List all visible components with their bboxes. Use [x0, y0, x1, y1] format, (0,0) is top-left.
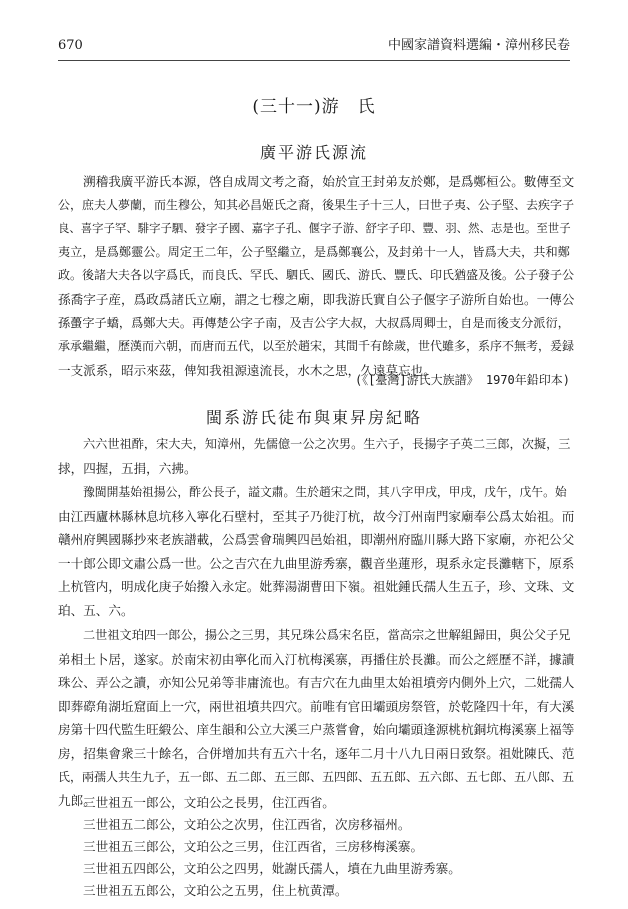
text-line: 夷立，是爲鄭靈公。周定王二年，公子堅繼立，是爲鄭襄公，及封弟十一人，皆爲大夫，共和鄭	[58, 244, 570, 259]
section-title: (三十一)游 氏	[252, 97, 376, 117]
part2-subtitle: 閩系游氏徒布與東昇房紀略	[205, 408, 422, 427]
text-line: 捄，四握，五捐，六拂。	[58, 460, 197, 476]
text-line: 九郎。	[58, 793, 96, 809]
text-line: 承承繼繼，歷漢而六朝，而唐而五代，以至於趙宋，其間千有餘歲，世代雖多，系序不無考，爰録	[58, 339, 574, 354]
text-line: 豫閩開基始祖揚公，酢公長子，謚文肅。生於趙宋之問，其八字甲戌，甲戌，戊午，戊午。始	[83, 485, 567, 499]
header-rule	[58, 60, 570, 61]
text-line: 弟相土卜居，遂家。於南宋初由寧化而入汀杭梅溪寨，再播住於長灘。而公之經歷不詳，據讀	[58, 651, 574, 667]
source-citation: (《[臺灣]游氏大族譜》 1970年鉛印本)	[354, 373, 570, 387]
text-line: 房，招集會衆三十餘名，合併增加共有五六十名，逐年二月十八九日兩日致祭。祖妣陳氏、范	[58, 745, 574, 761]
part1-subtitle: 廣平游氏源流	[259, 143, 368, 162]
text-line: 六六世祖酢，宋大夫，知漳州，先儒億一公之次男。生六子，長揚字子英二三郎，次擬，三	[83, 437, 571, 451]
text-line: 政。後諸大夫各以字爲氏，而良氏、罕氏、駟氏、國氏、游氏、豐氏、印氏猶盛及後。公子發子公	[58, 268, 574, 283]
page-number: 670	[58, 38, 83, 53]
part2-paragraph-3	[58, 624, 574, 813]
part2-paragraph-2	[58, 481, 574, 623]
part2-paragraph-1	[58, 433, 574, 480]
text-line: 珀、五、六。	[58, 602, 134, 618]
generation-entry: 三世祖五一郎公，文珀公之長男，住江西省。	[83, 795, 335, 810]
generation-entry: 三世祖五二郎公，文珀公之次男，住江西省，次房移福州。	[83, 817, 411, 832]
text-line: 上杭管内，明成化庚子始撥入永定。妣葬湯湖曹田下嶺。祖妣鍾氏孺人生五子，珍、文珠、文	[58, 579, 574, 595]
text-line: 贛州府興國縣抄來老族譜載，公爲雲會瑞興四邑始祖，即潮州府臨川縣大路下家廟，亦祀公父	[58, 532, 574, 548]
generation-entry: 三世祖五四郎公，文珀公之四男，妣謝氏孺人，墳在九曲里游秀寨。	[83, 861, 461, 876]
text-line: 公，庶夫人夢蘭，而生穆公，知其必昌姬氏之裔，後果生子十三人，曰世子夷、公子堅、去疾字子	[58, 197, 574, 212]
running-header	[58, 36, 570, 56]
generation-entry: 三世祖五三郎公，文珀公之三男，住江西省，三房移梅溪寨。	[83, 839, 424, 854]
generation-entry: 三世祖五五郎公，文珀公之五男，住上杭黄潭。	[83, 883, 348, 898]
text-line: 由江西廬林縣林息坑移入寧化石壁村，至其子乃徙汀杭，故今汀州南門家廟奉公爲太始祖。而	[58, 508, 574, 524]
text-line: 孫蠆字子蟜，爲鄭大夫。再傳楚公字子南，及吉公字大叔，大叔爲周卿士，自是而後支分派衍，	[58, 315, 570, 330]
text-line: 溯稽我廣平游氏本源，啓自成周文考之裔，始於宣王封弟友於鄭，是爲鄭桓公。數傳至文	[83, 174, 574, 189]
book-title: 中國家譜資料選編・漳州移民卷	[387, 38, 570, 53]
text-line: 一支派系，昭示來茲，俾知我祖源遠流長，水木之思，久遠莫忘也。	[58, 362, 436, 378]
text-line: 即葬磜角湖坵窟面上一穴，兩世祖墳共四穴。前唯有官田壩頭房祭管，於乾隆四十年，有大溪	[58, 698, 574, 714]
text-line: 二世祖文珀四一郎公，揚公之三男，其兄珠公爲宋名臣，當高宗之世解組歸田，與公父子兄	[83, 628, 571, 642]
text-line: 珠公、弄公之讀，亦知公兄弟等非庸流也。有吉穴在九曲里太始祖墳旁内側外上穴，二妣孺人	[58, 675, 574, 691]
text-line: 良、喜字子罕、騑字子駟、發字子國、嘉字子孔、偃字子游、舒字子印、豐、羽、然、志是也。至世子	[58, 221, 571, 236]
text-line: 孫喬字子産，爲政爲諸氏立廟，謂之七穆之廟，即我游氏實自公子偃字子游所自始也。一傳公	[58, 291, 574, 307]
text-line: 一十郎公即文肅公爲一世。公之吉穴在九曲里游秀寨，觀音坐蓮形，現系永定長灘轄下，原系	[58, 555, 574, 571]
part1-paragraph	[58, 170, 574, 382]
text-line: 氏，兩孺人共生九子，五一郎、五二郎、五三郎、五四郎、五五郎、五六郎、五七郎、五八郎、五	[58, 769, 574, 784]
text-line: 房第十四代監生旺緞公、庠生韻和公立大溪三户蒸嘗會，始向壩頭逢源桃杭銅坑梅溪寨上福等	[58, 722, 574, 738]
